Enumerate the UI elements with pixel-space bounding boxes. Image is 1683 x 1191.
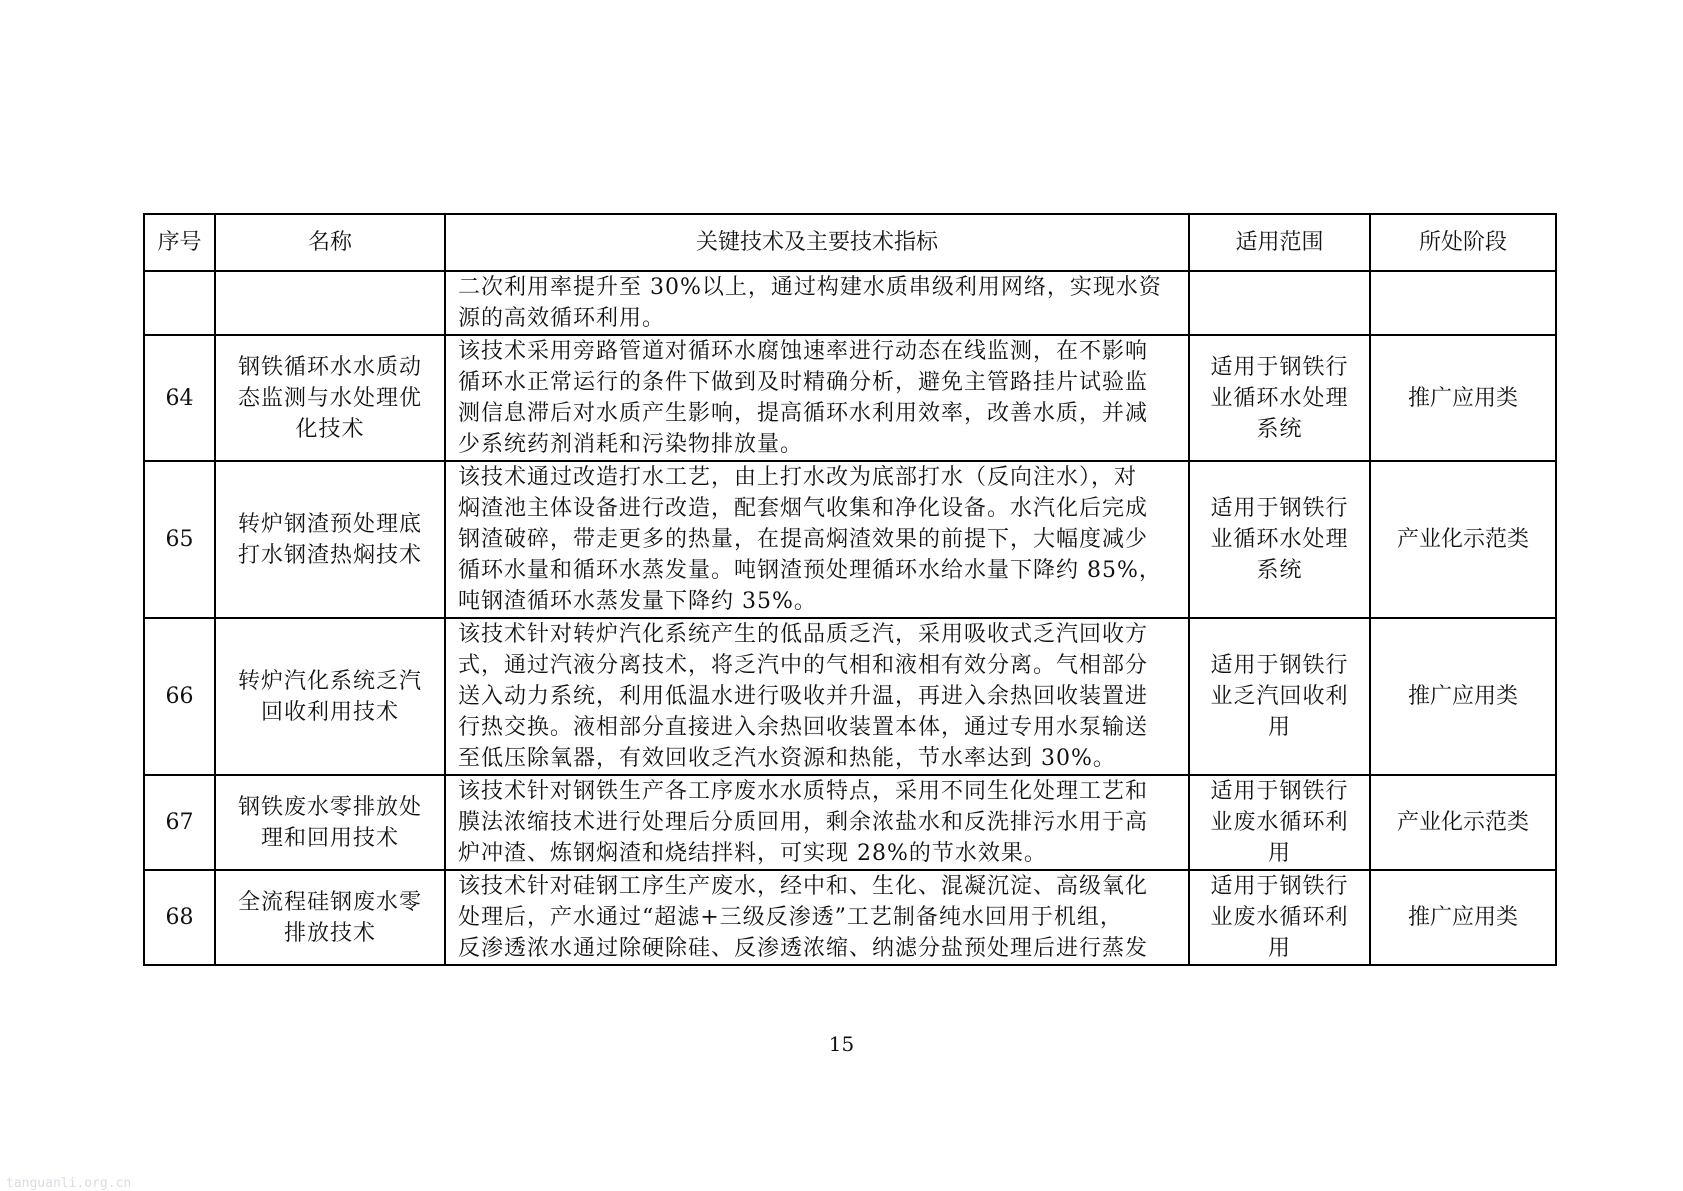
row-number: 65 xyxy=(165,527,194,552)
text-line: 钢渣破碎，带走更多的热量，在提高焖渣效果的前提下，大幅度减少 xyxy=(458,527,1149,552)
text-line: 处理后，产水通过“超滤+三级反渗透”工艺制备纯水回用于机组， xyxy=(458,905,1123,930)
header-no: 序号 xyxy=(144,214,215,271)
cell-name xyxy=(215,271,445,335)
table-header-row xyxy=(144,214,1556,271)
stage-text: 推广应用类 xyxy=(1407,385,1518,411)
cell-no xyxy=(144,618,215,775)
table-row xyxy=(144,461,1556,618)
text-line: 循环水正常运行的条件下做到及时精确分析，避免主管路挂片试验监 xyxy=(458,370,1149,395)
text-line: 该技术针对钢铁生产各工序废水水质特点，采用不同生化处理工艺和 xyxy=(458,779,1149,804)
text-line: 态监测与水处理优 xyxy=(237,385,422,411)
stage-text: 产业化示范类 xyxy=(1396,527,1529,552)
text-line: 该技术针对转炉汽化系统产生的低品质乏汽，采用吸收式乏汽回收方 xyxy=(458,622,1149,647)
text-line: 循环水量和循环水蒸发量。吨钢渣预处理循环水给水量下降约 85%， xyxy=(458,558,1162,583)
text-line: 系统 xyxy=(1256,558,1303,583)
text-line: 适用于钢铁行 xyxy=(1210,496,1349,521)
cell-description xyxy=(445,335,1189,461)
text-line: 式，通过汽液分离技术，将乏汽中的气相和液相有效分离。气相部分 xyxy=(458,653,1149,678)
cell-no xyxy=(144,870,215,965)
watermark: tanguanli.org.cn xyxy=(6,1176,132,1191)
cell-description xyxy=(445,461,1189,618)
row-number: 64 xyxy=(165,385,194,411)
cell-stage xyxy=(1370,461,1556,618)
text-line: 膜法浓缩技术进行处理后分质回用，剩余浓盐水和反洗排污水用于高 xyxy=(458,810,1149,835)
cell-name xyxy=(215,461,445,618)
cell-description xyxy=(445,870,1189,965)
cell-stage xyxy=(1370,271,1556,335)
text-line: 业循环水处理 xyxy=(1210,527,1349,552)
text-line: 适用于钢铁行 xyxy=(1210,354,1349,380)
text-line: 化技术 xyxy=(295,416,365,442)
row-number: 67 xyxy=(165,810,194,835)
text-line: 该技术采用旁路管道对循环水腐蚀速率进行动态在线监测，在不影响 xyxy=(458,339,1149,364)
text-line: 转炉钢渣预处理底 xyxy=(237,511,422,537)
header-scope: 适用范围 xyxy=(1189,214,1370,271)
text-line: 该技术针对硅钢工序生产废水，经中和、生化、混凝沉淀、高级氧化 xyxy=(458,874,1149,899)
cell-description xyxy=(445,271,1189,335)
text-line: 吨钢渣循环水蒸发量下降约 35%。 xyxy=(458,589,817,614)
text-line: 炉冲渣、炼钢焖渣和烧结拌料，可实现 28%的节水效果。 xyxy=(458,841,1047,866)
cell-description xyxy=(445,775,1189,870)
row-number: 68 xyxy=(165,905,194,930)
text-line: 系统 xyxy=(1256,416,1303,442)
row-number: 66 xyxy=(165,684,194,709)
cell-scope xyxy=(1189,335,1370,461)
table-row xyxy=(144,335,1556,461)
text-line: 适用于钢铁行 xyxy=(1210,653,1349,678)
text-line: 业乏汽回收利 xyxy=(1210,684,1349,709)
technology-table xyxy=(143,213,1557,966)
text-line: 焖渣池主体设备进行改造，配套烟气收集和净化设备。水汽化后完成 xyxy=(458,496,1149,521)
text-line: 回收利用技术 xyxy=(260,699,399,725)
text-line: 打水钢渣热焖技术 xyxy=(237,542,422,568)
text-line: 业废水循环利 xyxy=(1210,810,1349,835)
text-line: 反渗透浓水通过除硬除硅、反渗透浓缩、纳滤分盐预处理后进行蒸发 xyxy=(458,936,1149,961)
stage-text: 推广应用类 xyxy=(1407,684,1518,709)
table-row xyxy=(144,618,1556,775)
text-line: 业废水循环利 xyxy=(1210,905,1349,930)
text-line: 排放技术 xyxy=(283,920,376,946)
cell-stage xyxy=(1370,618,1556,775)
text-line: 用 xyxy=(1267,715,1291,740)
page-number: 15 xyxy=(828,1032,855,1056)
text-line: 少系统药剂消耗和污染物排放量。 xyxy=(458,432,804,457)
text-line: 二次利用率提升至 30%以上，通过构建水质串级利用网络，实现水资 xyxy=(458,275,1162,300)
table-row xyxy=(144,271,1556,335)
text-line: 该技术通过改造打水工艺，由上打水改为底部打水（反向注水），对 xyxy=(458,465,1138,490)
cell-name xyxy=(215,335,445,461)
cell-no xyxy=(144,335,215,461)
text-line: 至低压除氧器，有效回收乏汽水资源和热能，节水率达到 30%。 xyxy=(458,746,1116,771)
cell-scope xyxy=(1189,271,1370,335)
cell-name xyxy=(215,618,445,775)
text-line: 全流程硅钢废水零 xyxy=(237,889,422,915)
cell-stage xyxy=(1370,870,1556,965)
header-stage: 所处阶段 xyxy=(1370,214,1556,271)
text-line: 钢铁废水零排放处 xyxy=(237,794,422,820)
stage-text: 推广应用类 xyxy=(1407,905,1518,930)
cell-scope xyxy=(1189,461,1370,618)
text-line: 转炉汽化系统乏汽 xyxy=(237,668,422,694)
text-line: 适用于钢铁行 xyxy=(1210,779,1349,804)
text-line: 理和回用技术 xyxy=(260,825,399,851)
text-line: 用 xyxy=(1267,841,1291,866)
text-line: 源的高效循环利用。 xyxy=(458,306,666,331)
text-line: 测信息滞后对水质产生影响，提高循环水利用效率，改善水质，并减 xyxy=(458,401,1149,426)
cell-scope xyxy=(1189,618,1370,775)
cell-name xyxy=(215,775,445,870)
table-row xyxy=(144,775,1556,870)
cell-no xyxy=(144,775,215,870)
cell-scope xyxy=(1189,870,1370,965)
table-row xyxy=(144,870,1556,965)
cell-scope xyxy=(1189,775,1370,870)
cell-description xyxy=(445,618,1189,775)
text-line: 用 xyxy=(1267,936,1291,961)
header-name: 名称 xyxy=(215,214,445,271)
stage-text: 产业化示范类 xyxy=(1396,810,1529,835)
cell-stage xyxy=(1370,335,1556,461)
cell-stage xyxy=(1370,775,1556,870)
cell-no xyxy=(144,461,215,618)
text-line: 送入动力系统，利用低温水进行吸收并升温，再进入余热回收装置进 xyxy=(458,684,1149,709)
text-line: 业循环水处理 xyxy=(1210,385,1349,411)
text-line: 行热交换。液相部分直接进入余热回收装置本体，通过专用水泵输送 xyxy=(458,715,1149,740)
cell-no xyxy=(144,271,215,335)
cell-name xyxy=(215,870,445,965)
header-key-tech: 关键技术及主要技术指标 xyxy=(445,214,1189,271)
text-line: 钢铁循环水水质动 xyxy=(237,354,422,380)
text-line: 适用于钢铁行 xyxy=(1210,874,1349,899)
